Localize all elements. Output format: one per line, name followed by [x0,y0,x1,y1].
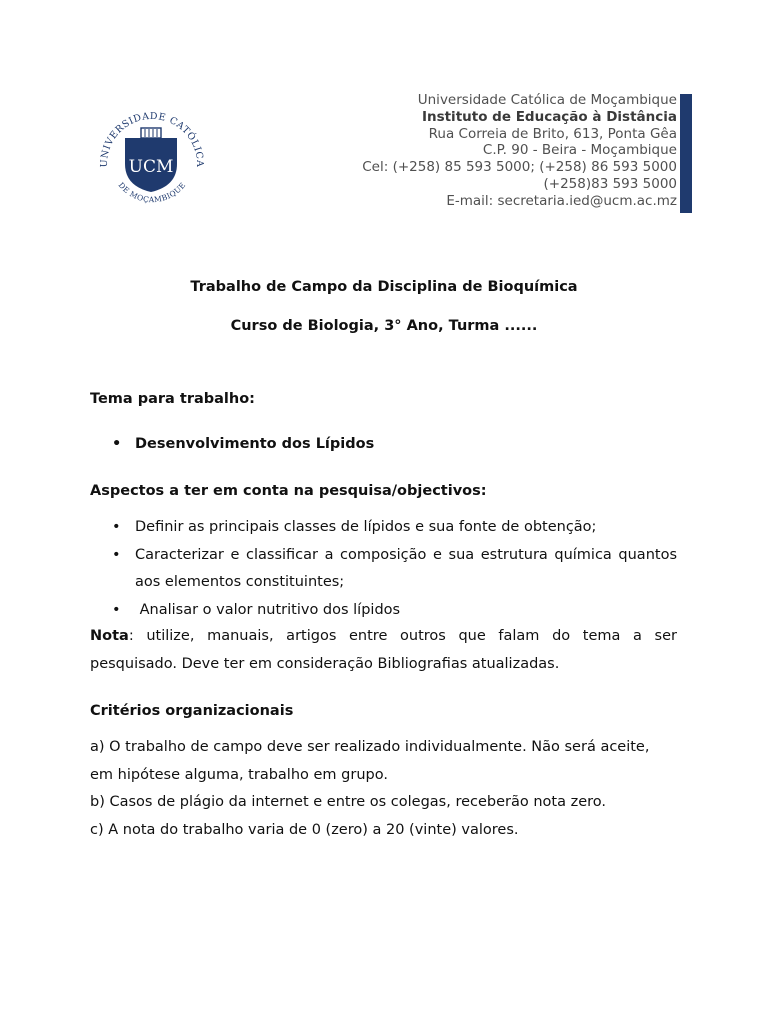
header-postal: C.P. 90 - Beira - Moçambique [482,142,677,159]
aspectos-item [90,597,677,625]
header-university: Universidade Católica de Moçambique [417,92,677,108]
header-phones: Cel: (+258) 85 593 5000; (+258) 86 593 5000 [362,159,677,176]
bullet: • [112,601,121,618]
document-subtitle: Curso de Biologia, 3° Ano, Turma ...... [230,318,538,334]
aspectos-item-text: Caracterizar e classificar a composição e sua estrutura química quantos aos elementos constituintes; [135,546,677,590]
aspectos-heading: Aspectos a ter em conta na pesquisa/objectivos: [90,483,487,499]
nota-paragraph [90,623,677,678]
logo-shield [125,128,177,192]
nota-text: : utilize, manuais, artigos entre outros que falam do tema a ser pesquisado. Deve ter em consideração Bibliografias atualizadas. [90,628,677,672]
aspectos-item [90,542,677,597]
criterios-list [90,734,677,844]
aspectos-item-text: Analisar o valor nutritivo dos lípidos [135,601,401,618]
header-institute: Instituto de Educação à Distância [421,108,677,125]
tema-item [90,431,677,459]
nota-label: Nota [90,628,129,644]
bullet: • [112,546,121,563]
aspectos-item [90,514,677,542]
logo-top-text: UNIVERSIDADE CATÓLICA [98,110,206,168]
criterio-item: a) O trabalho de campo deve ser realizado individualmente. Não será aceite, em hipótese alguma, trabalho em grupo. [90,739,650,783]
university-logo [93,102,209,212]
criterio-item: b) Casos de plágio da internet e entre os colegas, receberão nota zero. [90,794,607,810]
aspectos-list [90,514,677,624]
header-address: Rua Correia de Brito, 613, Ponta Gêa [428,125,677,142]
header-phone-extra: (+258)83 593 5000 [543,175,677,192]
tema-heading: Tema para trabalho: [90,391,255,407]
header-accent-bar [680,94,692,213]
aspectos-item-text: Definir as principais classes de lípidos e sua fonte de obtenção; [135,519,597,535]
institution-header [362,92,677,210]
tema-item-text: Desenvolvimento dos Lípidos [135,436,375,452]
document-title: Trabalho de Campo da Disciplina de Bioquímica [190,279,578,295]
bullet: • [112,436,122,452]
header-email: E-mail: secretaria.ied@ucm.ac.mz [446,192,677,209]
logo-bottom-text: DE MOÇAMBIQUE [116,180,188,205]
criterios-heading: Critérios organizacionais [90,703,294,719]
logo-monogram: UCM [128,157,174,177]
tema-list [90,431,677,459]
criterio-item: c) A nota do trabalho varia de 0 (zero) a 20 (vinte) valores. [90,821,519,838]
bullet: • [112,519,121,535]
